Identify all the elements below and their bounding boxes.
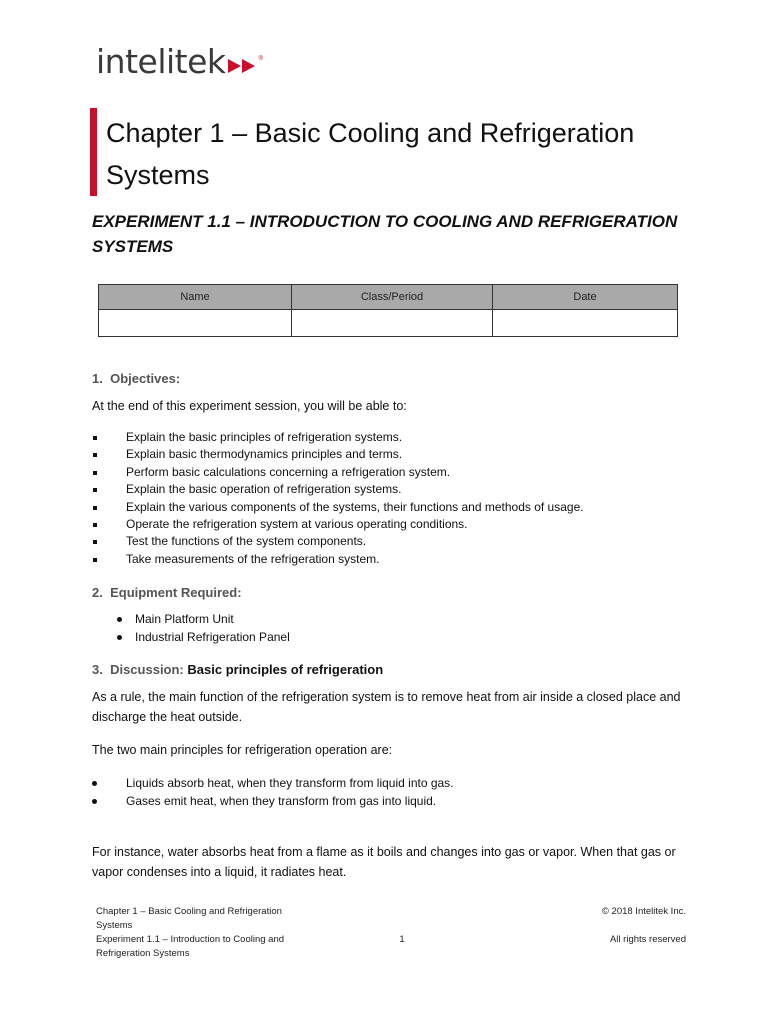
footer-chapter-ref: Chapter 1 – Basic Cooling and Refrigeration Systems [96,906,282,931]
discussion-paragraph-2: The two main principles for refrigeration operation are: [92,743,393,757]
experiment-title: EXPERIMENT 1.1 – INTRODUCTION TO COOLING AND REFRIGERATION SYSTEMS [92,212,678,256]
objectives-number: 1. [92,371,103,386]
name-cell[interactable] [99,310,292,337]
discussion-paragraph-1: As a rule, the main function of the refrigeration system is to remove heat from air inside a closed place and discharge the heat outside. [92,690,681,724]
list-item: Main Platform Unit [117,610,290,628]
date-cell[interactable] [493,310,678,337]
intelitek-logo [96,42,263,81]
class-period-cell[interactable] [292,310,493,337]
name-column-header: Name [99,285,292,310]
equipment-heading [92,585,242,600]
equipment-number: 2. [92,585,103,600]
title-accent-bar [90,108,97,196]
logo-wordmark: intelitek [96,42,226,81]
date-column-header: Date [493,285,678,310]
discussion-heading [92,662,383,677]
equipment-heading-text: Equipment Required: [110,585,242,600]
discussion-heading-text: Discussion: [110,662,184,677]
page-number: 1 [399,934,405,945]
discussion-paragraph-3: For instance, water absorbs heat from a flame as it boils and changes into gas or vapor. When that gas or vapor condenses into a liquid, it radiates heat. [92,845,676,879]
equipment-list [117,610,290,646]
footer-rights: All rights reserved [609,934,686,945]
list-item: Operate the refrigeration system at various operating conditions. [92,516,584,533]
list-item: Explain basic thermodynamics principles and terms. [92,446,584,463]
objectives-heading-text: Objectives: [110,371,181,386]
list-item: Liquids absorb heat, when they transform from liquid into gas. [92,774,454,792]
objectives-intro: At the end of this experiment session, you will be able to: [92,399,407,413]
objectives-list [92,429,584,568]
footer-copyright: © 2018 Intelitek Inc. [601,906,686,917]
class-period-column-header: Class/Period [292,285,493,310]
list-item: Perform basic calculations concerning a refrigeration system. [92,464,584,481]
list-item: Explain the basic operation of refrigeration systems. [92,481,584,498]
logo-arrows-icon [228,59,258,73]
discussion-number: 3. [92,662,103,677]
principles-list [92,774,454,810]
discussion-subheading: Basic principles of refrigeration [187,662,384,677]
student-info-table [98,284,678,337]
list-item: Explain the basic principles of refrigeration systems. [92,429,584,446]
list-item: Explain the various components of the systems, their functions and methods of usage. [92,499,584,516]
footer-experiment-ref: Experiment 1.1 – Introduction to Cooling and Refrigeration Systems [96,934,285,959]
list-item: Gases emit heat, when they transform from gas into liquid. [92,792,454,810]
list-item: Industrial Refrigeration Panel [117,628,290,646]
registered-mark: ® [258,55,263,62]
objectives-heading [92,371,180,386]
list-item: Take measurements of the refrigeration system. [92,551,584,568]
chapter-title: Chapter 1 – Basic Cooling and Refrigeration Systems [106,118,635,190]
list-item: Test the functions of the system components. [92,533,584,550]
